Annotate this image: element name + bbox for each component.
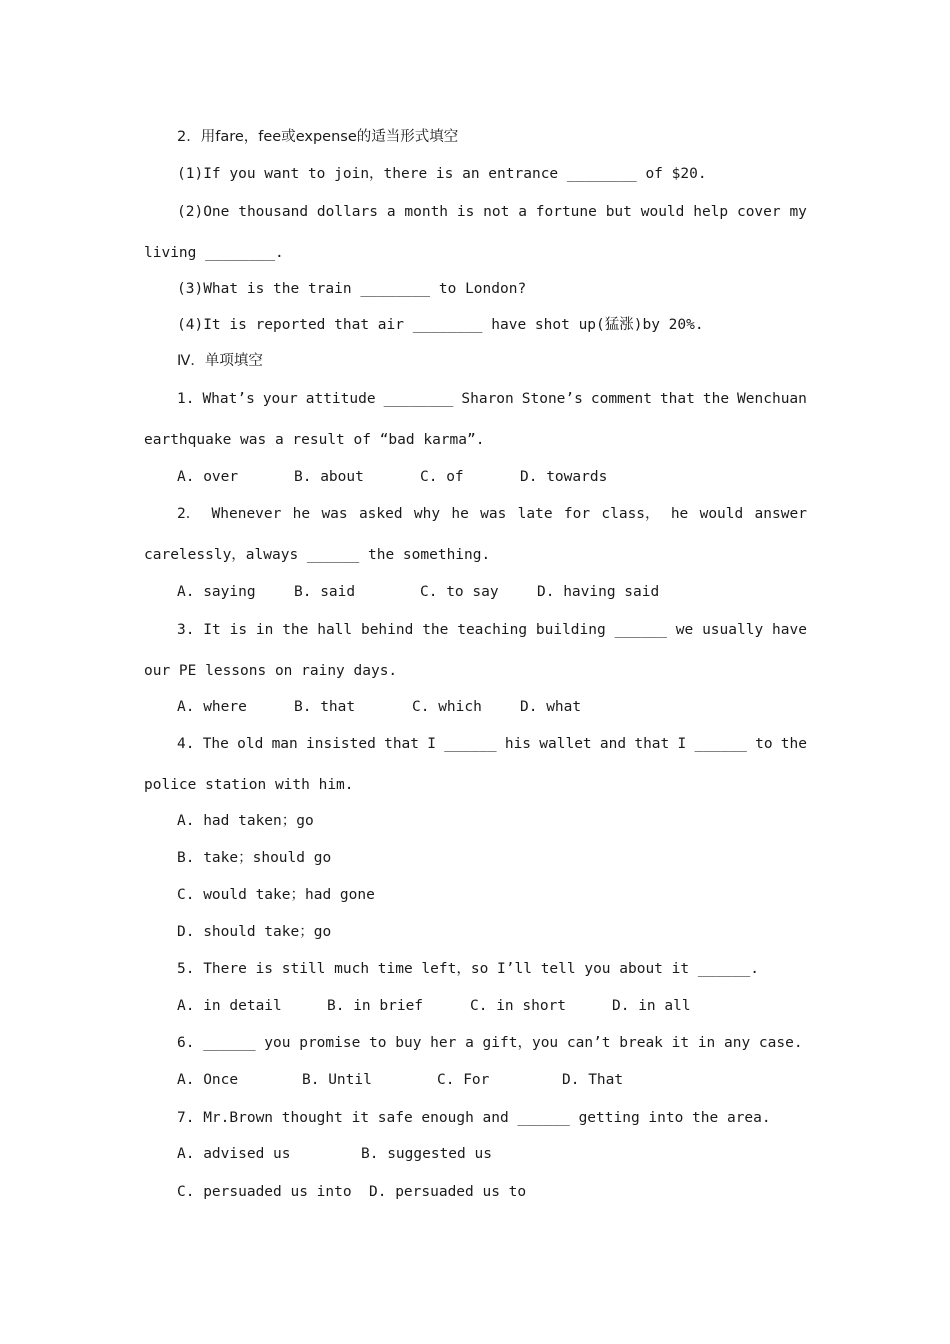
word: the bbox=[780, 736, 807, 752]
word: insisted bbox=[306, 736, 376, 752]
word: was bbox=[480, 506, 507, 522]
option-d: D. towards bbox=[520, 469, 608, 485]
word: asked bbox=[358, 506, 403, 522]
word: Stone’s bbox=[521, 391, 583, 407]
word: I bbox=[677, 736, 687, 752]
mc-question-4 bbox=[177, 734, 807, 754]
word: Whenever bbox=[211, 506, 282, 522]
word: The bbox=[202, 736, 229, 752]
mc-question-4-cont: police station with him. bbox=[144, 777, 354, 793]
mc-question-2-cont: carelessly，always ______ the something. bbox=[144, 547, 491, 563]
word: 2． bbox=[177, 506, 201, 522]
option-a: A. Once bbox=[177, 1072, 239, 1088]
word: your bbox=[262, 391, 298, 407]
option-b: B. that bbox=[294, 699, 356, 715]
word: fortune bbox=[535, 204, 597, 220]
mc-question-4-option-b: B. take；should go bbox=[177, 850, 332, 866]
option-d: D. That bbox=[562, 1072, 624, 1088]
mc-question-3 bbox=[177, 620, 807, 640]
word: (2)One bbox=[177, 204, 230, 220]
word: he bbox=[451, 506, 469, 522]
mc-question-5: 5. There is still much time left，so I’ll tell you about it ______. bbox=[177, 961, 759, 977]
word: teaching bbox=[457, 622, 528, 638]
option-d: D. in all bbox=[612, 998, 691, 1014]
word: a bbox=[518, 204, 527, 220]
word: would bbox=[640, 204, 685, 220]
word: my bbox=[789, 204, 807, 220]
word: not bbox=[483, 204, 510, 220]
word: have bbox=[772, 622, 807, 638]
word: the bbox=[422, 622, 449, 638]
word: 1. bbox=[177, 391, 195, 407]
mc-question-4-option-d: D. should take；go bbox=[177, 924, 332, 940]
option-c: C. in short bbox=[470, 998, 567, 1014]
fill-question-2 bbox=[177, 202, 807, 222]
fill-question-1: (1)If you want to join，there is an entrance ________ of $20. bbox=[177, 166, 707, 182]
word: was bbox=[321, 506, 348, 522]
word: cover bbox=[736, 204, 781, 220]
word: his bbox=[504, 736, 532, 752]
word: for bbox=[563, 506, 591, 522]
word: thousand bbox=[238, 204, 309, 220]
word: we bbox=[675, 622, 694, 638]
option-a: A. where bbox=[177, 699, 247, 715]
word: and bbox=[599, 736, 627, 752]
word: old bbox=[237, 736, 264, 752]
word: I bbox=[427, 736, 436, 752]
word: he bbox=[670, 506, 689, 522]
word: behind bbox=[360, 622, 414, 638]
word: building bbox=[535, 622, 606, 638]
option-b: B. suggested us bbox=[361, 1146, 492, 1162]
option-c: C. to say bbox=[420, 584, 499, 600]
word: wallet bbox=[539, 736, 592, 752]
word: class， bbox=[601, 506, 660, 522]
mc-question-1 bbox=[177, 389, 807, 409]
option-d: D. persuaded us to bbox=[369, 1184, 527, 1200]
mc-question-7-options-row2 bbox=[177, 1182, 527, 1262]
word: It bbox=[203, 622, 221, 638]
mc-question-3-cont: our PE lessons on rainy days. bbox=[144, 663, 398, 679]
option-d: D. what bbox=[520, 699, 582, 715]
word: 4. bbox=[177, 736, 195, 752]
word: attitude bbox=[305, 391, 376, 407]
word: What’s bbox=[202, 391, 255, 407]
mc-question-2 bbox=[177, 504, 807, 524]
word: ______ bbox=[694, 736, 747, 752]
section-2-heading: 2．用fare，fee或expense的适当形式填空 bbox=[177, 129, 459, 145]
word: that bbox=[634, 736, 670, 752]
option-a: A. over bbox=[177, 469, 239, 485]
word: Sharon bbox=[461, 391, 514, 407]
word: why bbox=[413, 506, 441, 522]
option-b: B. Until bbox=[302, 1072, 372, 1088]
word: would bbox=[699, 506, 744, 522]
word: the bbox=[282, 622, 309, 638]
word: he bbox=[292, 506, 311, 522]
word: Wenchuan bbox=[737, 391, 807, 407]
option-a: A. saying bbox=[177, 584, 256, 600]
mc-question-4-option-a: A. had taken；go bbox=[177, 813, 314, 829]
option-c: C. persuaded us into bbox=[177, 1184, 352, 1200]
word: ________ bbox=[383, 391, 454, 407]
word: 3. bbox=[177, 622, 195, 638]
word: month bbox=[404, 204, 449, 220]
option-b: B. said bbox=[294, 584, 356, 600]
word: help bbox=[693, 204, 729, 220]
word: is bbox=[456, 204, 475, 220]
word: man bbox=[271, 736, 298, 752]
option-c: C. of bbox=[420, 469, 464, 485]
word: hall bbox=[317, 622, 353, 638]
option-a: A. advised us bbox=[177, 1146, 291, 1162]
option-c: C. which bbox=[412, 699, 482, 715]
option-a: A. in detail bbox=[177, 998, 282, 1014]
word: to bbox=[755, 736, 773, 752]
word: ______ bbox=[444, 736, 497, 752]
mc-question-1-cont: earthquake was a result of “bad karma”. bbox=[144, 432, 485, 448]
fill-question-3: (3)What is the train ________ to London? bbox=[177, 281, 527, 297]
word: in bbox=[255, 622, 274, 638]
word: late bbox=[517, 506, 553, 522]
word: but bbox=[605, 204, 632, 220]
word: answer bbox=[754, 506, 807, 522]
option-c: C. For bbox=[437, 1072, 490, 1088]
mc-question-4-option-c: C. would take；had gone bbox=[177, 887, 375, 903]
word: comment bbox=[590, 391, 652, 407]
option-d: D. having said bbox=[537, 584, 660, 600]
section-4-heading: Ⅳ．单项填空 bbox=[177, 353, 263, 369]
word: that bbox=[384, 736, 420, 752]
word: that bbox=[659, 391, 695, 407]
word: a bbox=[386, 204, 396, 220]
word: ______ bbox=[614, 622, 667, 638]
word: the bbox=[702, 391, 730, 407]
mc-question-6: 6. ______ you promise to buy her a gift，you can’t break it in any case. bbox=[177, 1035, 803, 1051]
word: is bbox=[229, 622, 248, 638]
option-b: B. in brief bbox=[327, 998, 424, 1014]
mc-question-7: 7. Mr.Brown thought it safe enough and ______ getting into the area. bbox=[177, 1110, 771, 1126]
option-b: B. about bbox=[294, 469, 364, 485]
fill-question-4: (4)It is reported that air ________ have shot up(猛涨)by 20%. bbox=[177, 317, 704, 333]
word: usually bbox=[702, 622, 764, 638]
word: dollars bbox=[316, 204, 378, 220]
fill-question-2-cont: living ________. bbox=[144, 245, 284, 261]
